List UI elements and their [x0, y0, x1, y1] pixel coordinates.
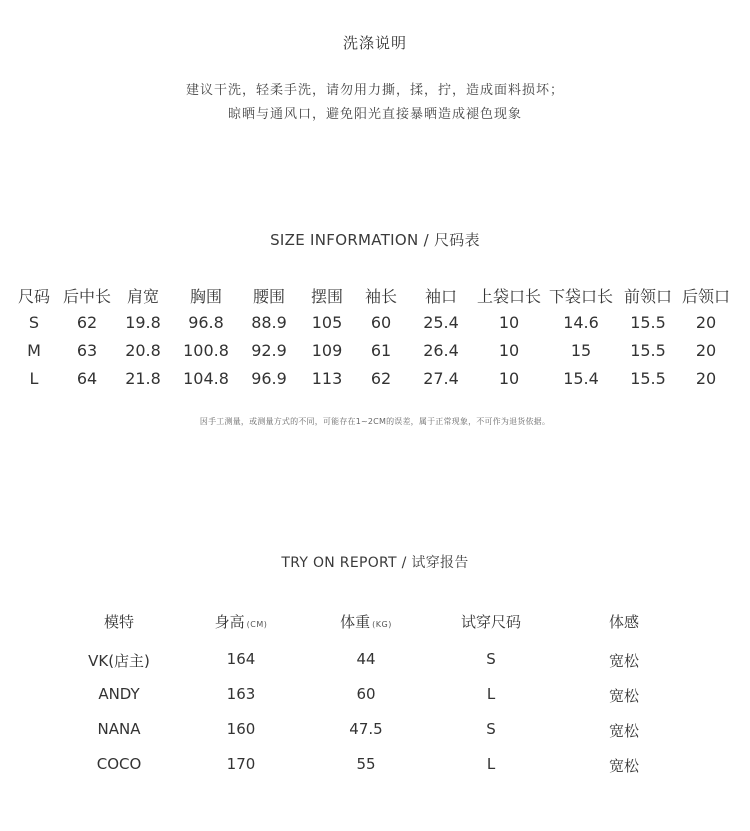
care-instruction-line: 建议干洗，轻柔手洗，请勿用力撕，揉，拧，造成面料损坏；: [185, 83, 564, 98]
size-table-cell: 96.8: [188, 313, 224, 332]
try-on-cell: 160: [226, 720, 256, 738]
size-table-cell: M: [27, 341, 41, 360]
try-on-header-label: 模特: [103, 613, 134, 631]
try-on-header-label: 试穿尺码: [460, 613, 521, 631]
try-on-cell: S: [486, 650, 496, 668]
try-on-cell: 60: [356, 685, 376, 703]
size-header-cell: 袖口: [424, 287, 457, 306]
size-header-cell: 后中长: [62, 287, 111, 306]
size-info-title: SIZE INFORMATION / 尺码表: [270, 231, 480, 249]
try-on-cell: 164: [226, 650, 256, 668]
try-on-header-cell: [306, 611, 426, 632]
try-on-header-cell: [564, 611, 684, 632]
try-on-cell: 44: [356, 650, 376, 668]
try-on-cell: 55: [356, 755, 376, 773]
size-table-cell: 14.6: [563, 313, 599, 332]
size-table-cell: 62: [370, 369, 392, 388]
size-table-cell: 20: [695, 341, 717, 360]
try-on-cell: L: [486, 685, 496, 703]
try-on-cell: 宽松: [608, 687, 639, 705]
size-header-cell: 尺码: [17, 287, 50, 306]
size-header-cell: 肩宽: [126, 287, 159, 306]
size-header-cell: 后领口: [681, 287, 730, 306]
size-table-cell: 15: [570, 341, 592, 360]
size-table-cell: 20: [695, 369, 717, 388]
size-table-cell: 100.8: [183, 341, 229, 360]
size-table-cell: 15.5: [630, 341, 666, 360]
try-on-header-cell: [59, 611, 179, 632]
size-table-cell: 63: [76, 341, 98, 360]
measurement-note: 因手工测量，或测量方式的不同，可能存在1~2CM的误差，属于正常现象，不可作为退货依据。: [199, 417, 551, 426]
size-table-cell: 21.8: [125, 369, 161, 388]
try-on-header-unit: (CM): [246, 620, 268, 629]
size-table-cell: 105: [311, 313, 343, 332]
size-header-cell: 上袋口长: [476, 287, 541, 306]
try-on-cell: L: [486, 755, 496, 773]
size-table-cell: 10: [498, 313, 520, 332]
size-table-cell: 20.8: [125, 341, 161, 360]
size-table-cell: 104.8: [183, 369, 229, 388]
try-on-cell: NANA: [97, 720, 141, 738]
size-table-cell: 92.9: [251, 341, 287, 360]
size-table-cell: 61: [370, 341, 392, 360]
size-table-cell: 109: [311, 341, 343, 360]
size-header-cell: 摆围: [310, 287, 343, 306]
try-on-header-label: 体感: [608, 613, 639, 631]
try-on-header-label: 体重: [340, 613, 371, 631]
size-table-cell: 60: [370, 313, 392, 332]
size-header-cell: 胸围: [189, 287, 222, 306]
care-title: 洗涤说明: [342, 34, 407, 52]
try-on-cell: 宽松: [608, 722, 639, 740]
size-table-cell: L: [29, 369, 39, 388]
care-instruction-line: 晾晒与通风口，避免阳光直接暴晒造成褪色现象: [227, 107, 522, 122]
size-table-cell: 26.4: [423, 341, 459, 360]
try-on-header-label: 身高: [214, 613, 245, 631]
try-on-cell: 163: [226, 685, 256, 703]
size-header-cell: 袖长: [364, 287, 397, 306]
try-on-title: TRY ON REPORT / 试穿报告: [281, 555, 469, 571]
size-table-cell: 96.9: [251, 369, 287, 388]
try-on-cell: ANDY: [98, 685, 140, 703]
size-table-cell: 64: [76, 369, 98, 388]
try-on-header-unit: (KG): [372, 620, 392, 629]
try-on-header-cell: [181, 611, 301, 632]
size-header-cell: 前领口: [623, 287, 672, 306]
size-table-cell: 15.5: [630, 369, 666, 388]
size-header-cell: 下袋口长: [548, 287, 613, 306]
size-table-cell: 19.8: [125, 313, 161, 332]
size-header-cell: 腰围: [252, 287, 285, 306]
try-on-cell: 宽松: [608, 757, 639, 775]
try-on-cell: COCO: [96, 755, 142, 773]
try-on-header-cell: [431, 611, 551, 632]
size-table-cell: 10: [498, 341, 520, 360]
size-table-cell: S: [28, 313, 40, 332]
try-on-cell: 宽松: [608, 652, 639, 670]
size-table-cell: 113: [311, 369, 343, 388]
try-on-cell: VK(店主): [88, 652, 150, 670]
size-table-cell: 15.4: [563, 369, 599, 388]
try-on-cell: 170: [226, 755, 256, 773]
size-table-cell: 88.9: [251, 313, 287, 332]
try-on-cell: S: [486, 720, 496, 738]
size-table-cell: 10: [498, 369, 520, 388]
size-table-cell: 25.4: [423, 313, 459, 332]
size-table-cell: 20: [695, 313, 717, 332]
size-table-cell: 27.4: [423, 369, 459, 388]
size-table-cell: 62: [76, 313, 98, 332]
try-on-cell: 47.5: [349, 720, 383, 738]
size-table-cell: 15.5: [630, 313, 666, 332]
